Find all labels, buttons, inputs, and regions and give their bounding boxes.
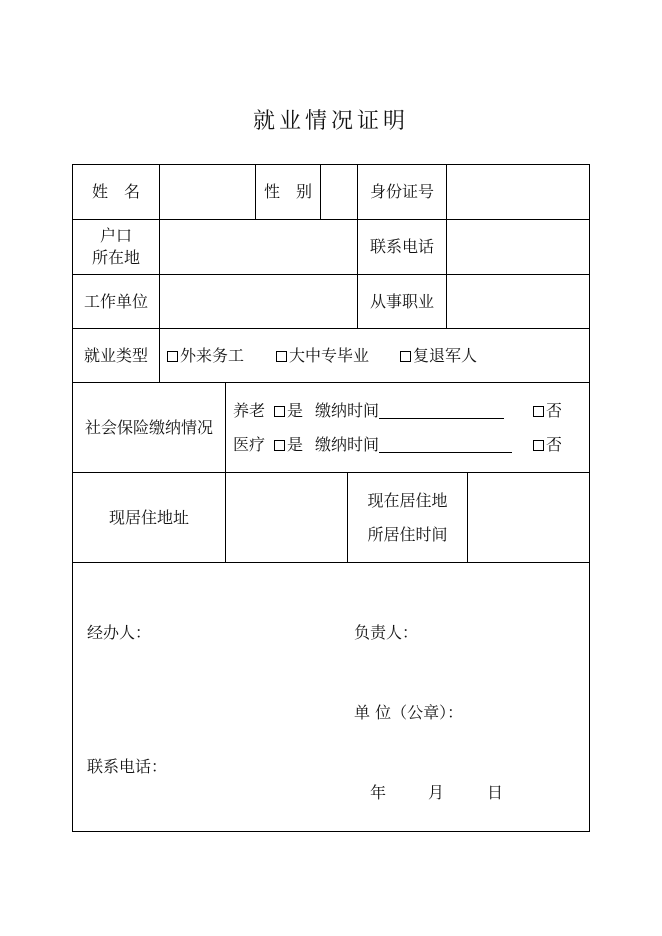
medical-time-field[interactable] — [379, 435, 512, 453]
phone-label: 联系电话 — [369, 237, 434, 256]
date-year: 年 — [370, 783, 387, 802]
unit-seal-label: 单 位（公章）： — [354, 703, 464, 722]
handler-label: 经办人： — [87, 623, 152, 642]
checkbox[interactable] — [274, 440, 285, 451]
employment-type-label: 就业类型 — [83, 345, 148, 365]
pension-no-option[interactable]: 否 — [533, 401, 562, 421]
pension-yes-option[interactable]: 是 — [274, 401, 303, 421]
hukou-label-line1: 户口 — [99, 226, 132, 245]
checkbox[interactable] — [400, 351, 411, 362]
checkbox[interactable] — [533, 440, 544, 451]
employer-field[interactable] — [160, 275, 357, 328]
hukou-field[interactable] — [160, 220, 357, 274]
option-graduate[interactable]: 大中专毕业 — [276, 346, 369, 366]
residence-duration-field[interactable] — [468, 473, 589, 562]
checkbox[interactable] — [276, 351, 287, 362]
occupation-field[interactable] — [447, 275, 589, 328]
checkbox[interactable] — [167, 351, 178, 362]
pension-label: 养老 — [233, 401, 266, 420]
medical-label: 医疗 — [233, 435, 266, 454]
payment-time-label: 缴纳时间 — [315, 401, 380, 420]
payment-time-label: 缴纳时间 — [315, 435, 380, 454]
date-day: 日 — [487, 783, 504, 802]
name-label: 姓 名 — [91, 182, 140, 201]
date-month: 月 — [428, 783, 445, 802]
residence-duration-label — [348, 473, 467, 562]
residence-duration-line2: 所居住时间 — [367, 524, 448, 544]
pension-time-field[interactable] — [379, 401, 504, 419]
phone-field[interactable] — [447, 220, 589, 274]
hukou-label — [73, 220, 159, 274]
current-address-label: 现居住地址 — [108, 507, 189, 527]
pension-row — [233, 401, 265, 421]
option-veteran[interactable]: 复退军人 — [400, 346, 477, 366]
social-insurance-label: 社会保险缴纳情况 — [84, 417, 213, 437]
responsible-label: 负责人： — [354, 623, 419, 642]
pension-time — [315, 401, 504, 421]
contact-phone-label: 联系电话： — [87, 757, 168, 776]
medical-row — [233, 435, 265, 455]
current-address-field[interactable] — [226, 473, 347, 562]
checkbox[interactable] — [533, 406, 544, 417]
gender-label: 性 别 — [263, 182, 312, 201]
id-number-label: 身份证号 — [369, 182, 434, 201]
checkbox[interactable] — [274, 406, 285, 417]
hukou-label-line2: 所在地 — [91, 248, 140, 267]
id-number-field[interactable] — [447, 165, 589, 219]
employer-label: 工作单位 — [83, 291, 148, 311]
row-divider — [73, 562, 589, 563]
name-field[interactable] — [160, 165, 255, 219]
page-title: 就业情况证明 — [252, 109, 409, 134]
occupation-label: 从事职业 — [369, 291, 434, 311]
residence-duration-line1: 现在居住地 — [367, 490, 448, 510]
option-migrant-worker[interactable]: 外来务工 — [167, 346, 244, 366]
medical-no-option[interactable]: 否 — [533, 435, 562, 455]
gender-field[interactable] — [321, 165, 357, 219]
medical-yes-option[interactable]: 是 — [274, 435, 303, 455]
medical-time — [315, 435, 512, 455]
employment-certificate-form — [72, 164, 590, 832]
